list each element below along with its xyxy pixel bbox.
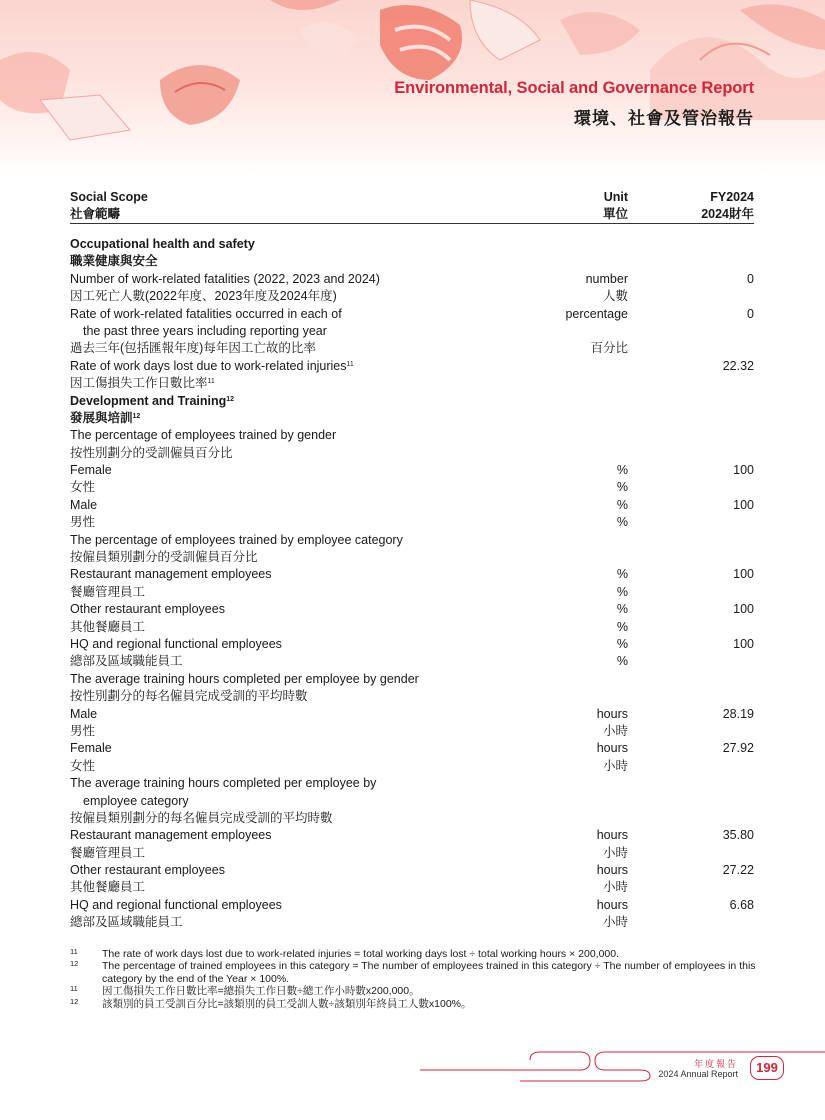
row-value: 100 (733, 497, 754, 512)
footer-label-en: 2024 Annual Report (658, 1069, 738, 1079)
table-row (70, 810, 754, 827)
row-label: Other restaurant employees (70, 602, 225, 617)
table-row (70, 532, 754, 549)
row-label: 男性 (70, 515, 96, 530)
row-value: 100 (733, 602, 754, 617)
row-unit: % (616, 515, 628, 530)
footnote-text: 該類別的員工受訓百分比=該類別的員工受訓人數÷該類別年終員工人數x100%。 (102, 997, 472, 1010)
header-year: FY2024 2024財年 (701, 190, 754, 221)
row-label: Female (70, 741, 112, 756)
row-unit: % (616, 584, 628, 599)
row-label: 餐廳管理員工 (70, 845, 146, 860)
row-label: the past three years including reporting year (83, 323, 327, 338)
row-label: 其他餐廳員工 (70, 880, 146, 895)
table-row (70, 393, 754, 410)
table-row (70, 253, 754, 270)
row-label: Male (70, 706, 98, 721)
row-value: 28.19 (722, 706, 754, 721)
row-unit: hours (596, 828, 628, 843)
row-label: Female (70, 463, 112, 478)
table-row (70, 601, 754, 618)
table-row (70, 619, 754, 636)
row-unit: hours (596, 897, 628, 912)
table-row (70, 445, 754, 462)
row-label: Rate of work days lost due to work-related injuries$^{11}$ (70, 358, 354, 373)
row-unit: % (616, 567, 628, 582)
row-unit: 小時 (602, 723, 628, 738)
row-unit: % (616, 480, 628, 495)
row-unit: hours (596, 863, 628, 878)
row-unit: 小時 (602, 758, 628, 773)
row-unit: hours (596, 741, 628, 756)
row-unit: 人數 (602, 289, 628, 304)
footnote-ref: 11 (207, 378, 215, 386)
table-row (70, 549, 754, 566)
row-label: 職業健康與安全 (70, 254, 158, 269)
row-label: HQ and regional functional employees (70, 897, 282, 912)
row-label: 過去三年(包括匯報年度)每年因工亡故的比率 (70, 341, 316, 356)
table-header (70, 188, 754, 224)
table-row (70, 410, 754, 427)
page-number: 199 (750, 1056, 784, 1080)
table-row (70, 340, 754, 357)
table-row (70, 827, 754, 844)
row-label: 按性別劃分的每名僱員完成受訓的平均時數 (70, 689, 308, 704)
table-row (70, 375, 754, 392)
footnote-number: 11 (70, 947, 78, 956)
row-label: 餐廳管理員工 (70, 584, 146, 599)
row-value: 35.80 (722, 828, 754, 843)
row-unit: % (616, 463, 628, 478)
table-row (70, 479, 754, 496)
row-label: The percentage of employees trained by gender (70, 428, 337, 443)
row-label: Restaurant management employees (70, 828, 272, 843)
row-value: 100 (733, 567, 754, 582)
row-label: Male (70, 497, 98, 512)
table-row (70, 740, 754, 757)
row-label: Other restaurant employees (70, 863, 225, 878)
row-label: 其他餐廳員工 (70, 619, 146, 634)
row-label: The percentage of employees trained by employee category (70, 532, 403, 547)
table-body (70, 236, 754, 932)
footnote-number: 12 (70, 959, 79, 969)
table-row (70, 688, 754, 705)
footnote (70, 948, 760, 960)
row-label: 女性 (70, 480, 96, 495)
footnote-ref: 12 (226, 395, 235, 403)
table-row (70, 879, 754, 896)
row-value: 100 (733, 463, 754, 478)
table-row (70, 584, 754, 601)
table-row (70, 775, 754, 792)
row-label: The average training hours completed per employee by (70, 776, 377, 791)
row-value: 27.92 (722, 741, 754, 756)
row-label: HQ and regional functional employees (70, 636, 282, 651)
row-unit: hours (596, 706, 628, 721)
row-label: Development and Training$^{12}$ (70, 393, 235, 408)
row-unit: percentage (565, 306, 628, 321)
table-row (70, 671, 754, 688)
table-row (70, 323, 754, 340)
footnotes (70, 948, 760, 1010)
header-scope: Social Scope 社會範疇 (70, 190, 148, 221)
footnote-number: 12 (70, 996, 79, 1006)
table-row (70, 236, 754, 253)
row-label: 按性別劃分的受訓僱員百分比 (70, 445, 233, 460)
table-row (70, 306, 754, 323)
row-label: Restaurant management employees (70, 567, 272, 582)
row-value: 0 (747, 306, 754, 321)
table-row (70, 723, 754, 740)
table-row (70, 514, 754, 531)
row-unit: % (616, 619, 628, 634)
row-unit: % (616, 636, 628, 651)
row-unit: 小時 (602, 915, 628, 930)
row-label: 總部及區域職能員工 (70, 915, 183, 930)
table-row (70, 845, 754, 862)
table-row (70, 653, 754, 670)
row-value: 0 (747, 271, 754, 286)
row-label: 按僱員類別劃分的每名僱員完成受訓的平均時數 (70, 810, 333, 825)
social-scope-table (70, 188, 754, 932)
row-label: employee category (83, 793, 189, 808)
table-row (70, 271, 754, 288)
row-label: 因工傷損失工作日數比率$^{11}$ (70, 376, 215, 391)
footnote-number: 11 (70, 984, 78, 994)
row-unit: number (585, 271, 628, 286)
footnote (70, 960, 760, 985)
table-row (70, 862, 754, 879)
row-value: 100 (733, 636, 754, 651)
table-row (70, 288, 754, 305)
table-row (70, 758, 754, 775)
row-value: 22.32 (722, 358, 754, 373)
row-unit: 小時 (602, 880, 628, 895)
row-label: Rate of work-related fatalities occurred in each of (70, 306, 342, 321)
table-row (70, 358, 754, 375)
row-unit: 百分比 (590, 341, 628, 356)
footnote-text: The percentage of trained employees in this category = The number of employees trained in this category ÷ The number of employees in this category by the end of the Year × 100%. (102, 960, 756, 985)
row-unit: % (616, 602, 628, 617)
row-label: The average training hours completed per employee by gender (70, 671, 419, 686)
table-row (70, 566, 754, 583)
row-label: Occupational health and safety (70, 237, 255, 251)
footer-label-zh: 年度報告 (693, 1059, 738, 1069)
row-unit: 小時 (602, 845, 628, 860)
table-row (70, 636, 754, 653)
row-label: 男性 (70, 723, 96, 738)
row-label: Number of work-related fatalities (2022, 2023 and 2024) (70, 271, 380, 286)
row-label: 總部及區域職能員工 (70, 654, 183, 669)
header-unit: Unit 單位 (602, 190, 628, 221)
footnote (70, 998, 760, 1010)
table-row (70, 462, 754, 479)
table-row (70, 914, 754, 931)
row-value: 27.22 (722, 863, 754, 878)
footnote-ref: 11 (346, 360, 354, 368)
table-row (70, 427, 754, 444)
row-label: 女性 (70, 758, 96, 773)
table-row (70, 497, 754, 514)
row-label: 因工死亡人數(2022年度、2023年度及2024年度) (70, 289, 337, 304)
footnote-text: 因工傷損失工作日數比率=總損失工作日數÷總工作小時數x200,000。 (102, 985, 420, 998)
table-row (70, 793, 754, 810)
row-label: 按僱員類別劃分的受訓僱員百分比 (70, 550, 258, 565)
row-unit: % (616, 654, 628, 669)
report-title-en: Environmental, Social and Governance Report (394, 79, 754, 97)
report-title-zh: 環境、社會及管治報告 (574, 109, 754, 128)
footnote-text: The rate of work days lost due to work-related injuries = total working days lost ÷ total working hours × 200,000. (102, 948, 620, 960)
row-unit: % (616, 497, 628, 512)
footnote-ref: 12 (132, 412, 141, 420)
row-value: 6.68 (729, 897, 754, 912)
table-row (70, 897, 754, 914)
table-row (70, 706, 754, 723)
row-label: 發展與培訓$^{12}$ (70, 410, 141, 425)
footnote (70, 985, 760, 997)
